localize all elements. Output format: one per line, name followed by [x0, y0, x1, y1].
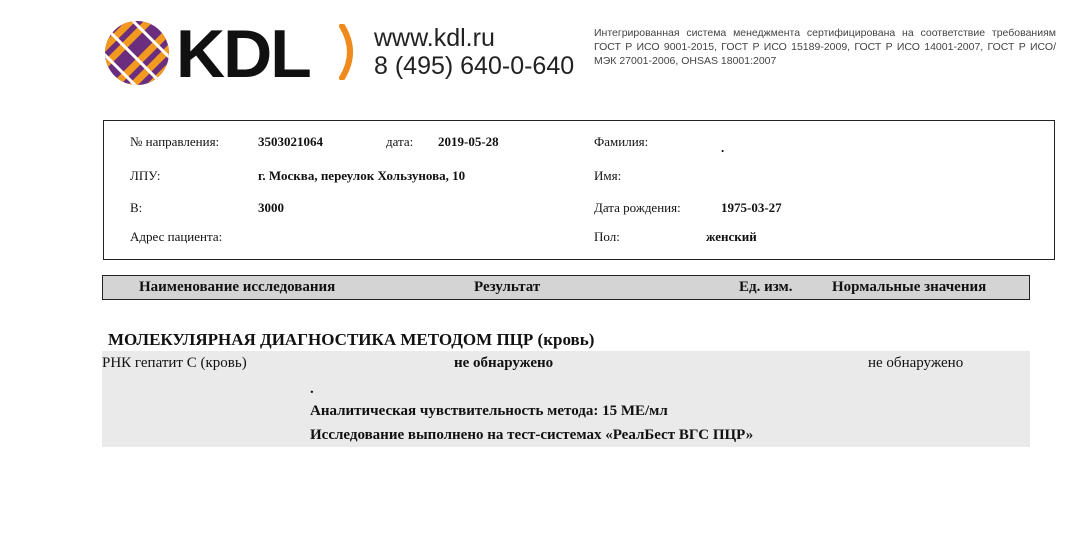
column-norm-header: Нормальные значения: [832, 279, 987, 295]
birth-date-label: Дата рождения:: [594, 200, 681, 215]
column-result-header: Результат: [474, 279, 541, 295]
website-link[interactable]: www.kdl.ru: [374, 24, 495, 52]
results-table-header: [102, 275, 1030, 300]
date-label: дата:: [386, 134, 414, 149]
sex-label: Пол:: [594, 229, 620, 244]
kdl-logo-icon: [104, 20, 170, 86]
column-unit-header: Ед. изм.: [739, 279, 793, 295]
date-value: 2019-05-28: [438, 134, 499, 149]
referral-number: 3503021064: [258, 134, 323, 149]
test-norm: не обнаружено: [868, 355, 964, 371]
sensitivity-note: Аналитическая чувствительность метода: 15 МЕ/мл: [310, 403, 668, 419]
test-name: РНК гепатит С (кровь): [102, 355, 247, 371]
patient-info-box: [103, 120, 1055, 260]
certification-text: Интегрированная система менеджмента сертифицирована на соответствие требованиям ГОСТ Р ИСО 9001-2015, ГОСТ Р ИСО 15189-2009, ГОСТ Р ИСО 14001-2007, ГОСТ Р ИСО/МЭК 27001-2006, OHSAS 18001:2007: [594, 27, 1056, 67]
birth-date-value: 1975-03-27: [721, 200, 782, 215]
referral-label: № направления:: [130, 134, 220, 149]
v-value: 3000: [258, 200, 284, 215]
chevron-right-icon: [338, 24, 362, 80]
v-label: В:: [130, 200, 143, 215]
address-label: Адрес пациента:: [130, 229, 223, 244]
sex-value: женский: [706, 229, 757, 244]
name-label: Имя:: [594, 168, 622, 183]
test-system-note: Исследование выполнено на тест-системах «РеалБест ВГС ПЦР»: [310, 427, 754, 443]
contact-info: [374, 24, 574, 80]
phone-number: 8 (495) 640-0-640: [374, 52, 575, 80]
test-result: не обнаружено: [454, 355, 554, 371]
surname-value: .: [721, 140, 725, 155]
result-row: [102, 351, 1030, 447]
surname-label: Фамилия:: [594, 134, 649, 149]
note-dot: .: [310, 381, 314, 397]
kdl-logo-text: KDL: [176, 16, 310, 92]
lpu-label: ЛПУ:: [130, 168, 161, 183]
column-name-header: Наименование исследования: [139, 279, 336, 295]
lpu-value: г. Москва, переулок Хользунова, 10: [258, 168, 466, 183]
section-title: МОЛЕКУЛЯРНАЯ ДИАГНОСТИКА МЕТОДОМ ПЦР (кровь): [108, 330, 595, 349]
